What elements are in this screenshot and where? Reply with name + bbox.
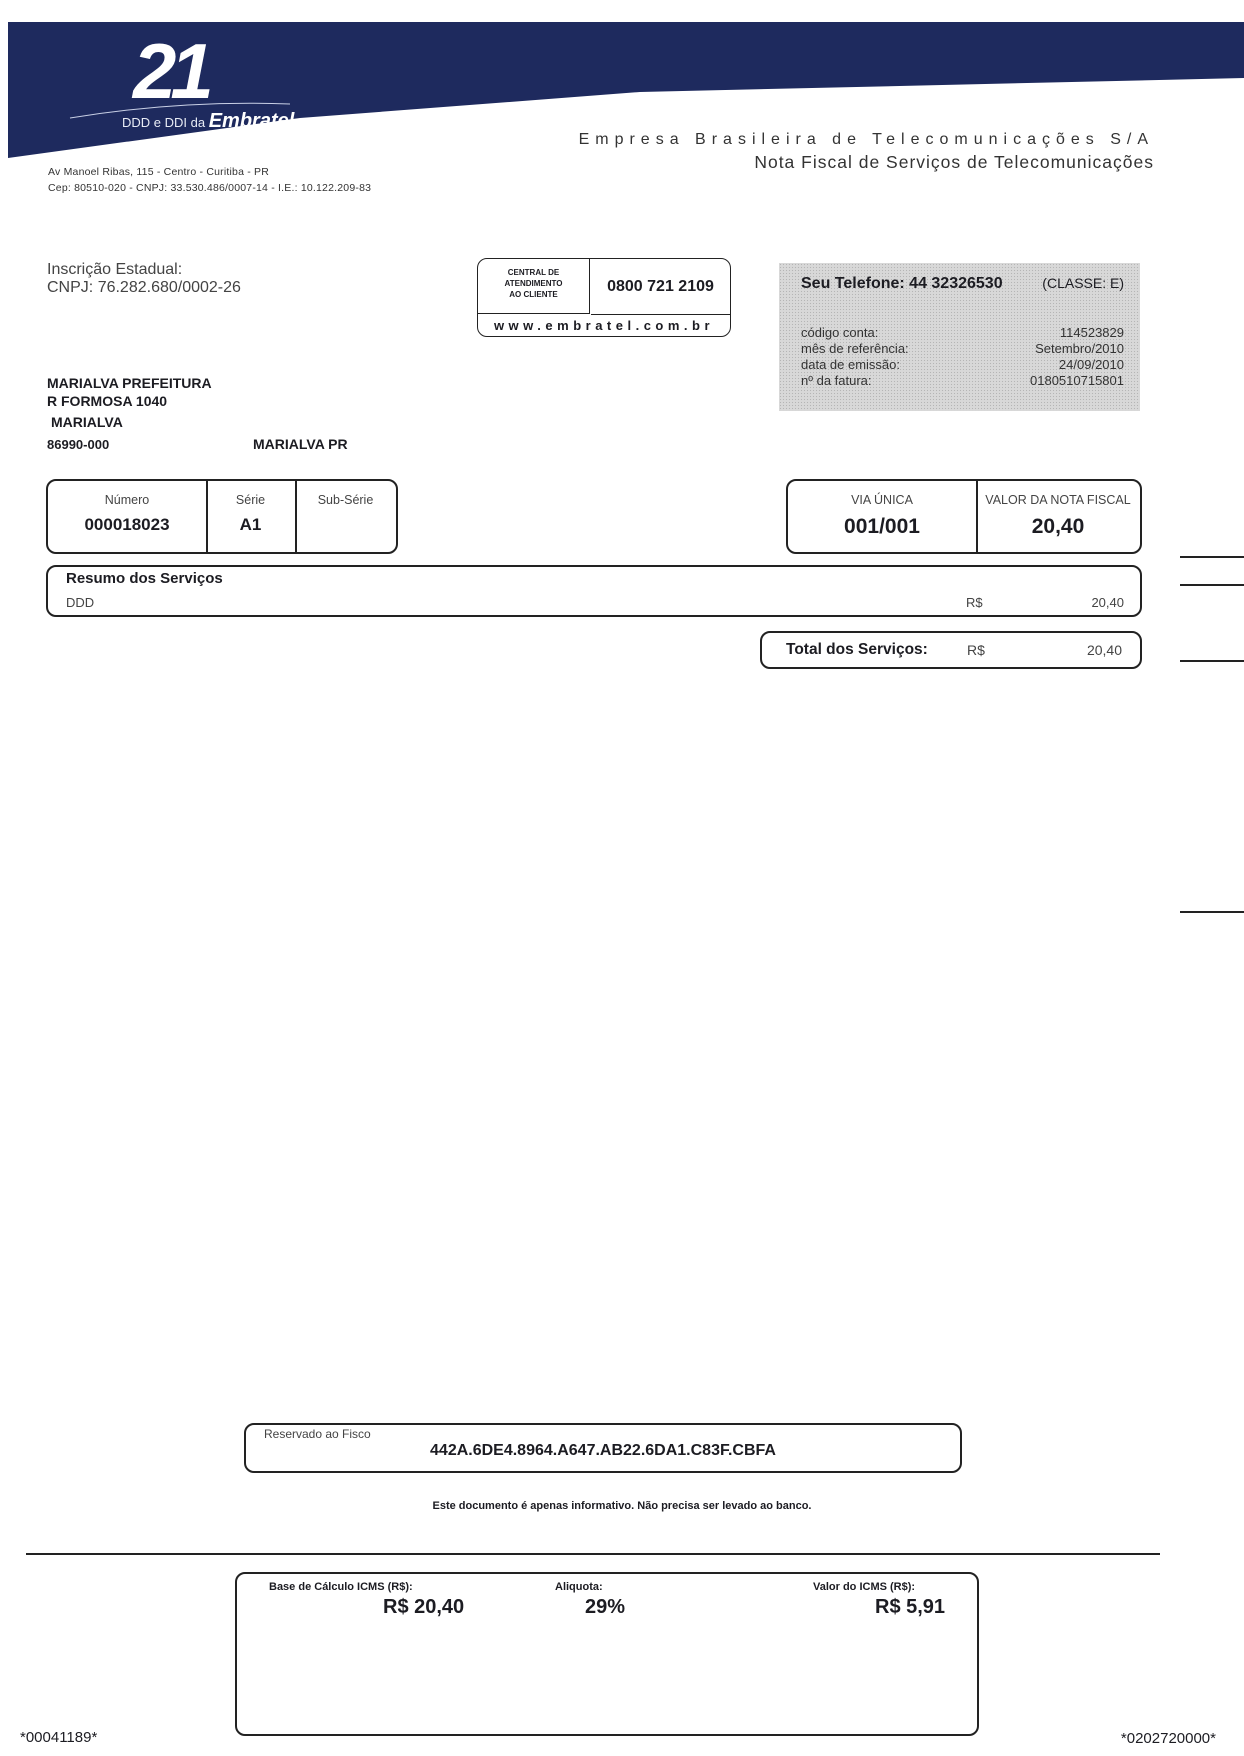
invoice-value-box xyxy=(786,479,1142,554)
margin-mark xyxy=(1180,556,1244,558)
addressee-district: MARIALVA xyxy=(51,414,123,430)
fisco-box xyxy=(244,1423,962,1473)
invoice-number-box xyxy=(46,479,398,554)
numero-label: Número xyxy=(104,493,150,507)
numero-value: 000018023 xyxy=(84,515,170,534)
central-label-line1: CENTRAL DE xyxy=(507,268,560,277)
info-row-value: 0180510715801 xyxy=(1030,373,1124,388)
info-row-label: nº da fatura: xyxy=(801,373,872,388)
addressee-city-state: MARIALVA PR xyxy=(253,436,348,452)
logo-number: 21 xyxy=(133,27,208,115)
footer-left-code: *00041189* xyxy=(20,1729,98,1746)
cnpj-value: 76.282.680/0002-26 xyxy=(97,279,241,296)
info-row-label: mês de referência: xyxy=(801,341,909,356)
valor-label: VALOR DA NOTA FISCAL xyxy=(985,493,1131,507)
inscricao-label: Inscrição Estadual: xyxy=(47,261,183,278)
logo-brand: Embratel xyxy=(208,110,295,132)
margin-mark xyxy=(1180,911,1244,913)
subserie-cell xyxy=(295,481,396,552)
info-row xyxy=(801,373,1124,388)
via-cell xyxy=(788,481,978,552)
subserie-label: Sub-Série xyxy=(317,493,374,507)
service-amount: 20,40 xyxy=(1091,595,1124,610)
service-name: DDD xyxy=(66,595,95,610)
fisco-label: Reservado ao Fisco xyxy=(264,1427,371,1441)
valor-cell xyxy=(976,481,1140,552)
numero-cell xyxy=(48,481,208,552)
info-row-value: 114523829 xyxy=(1059,325,1124,340)
customer-service-label xyxy=(478,259,590,314)
addressee-street: R FORMOSA 1040 xyxy=(47,393,168,409)
valor-value: 20,40 xyxy=(1031,515,1085,538)
icms-aliquota-label: Aliquota: xyxy=(555,1581,603,1593)
icms-valor-label: Valor do ICMS (R$): xyxy=(813,1581,916,1593)
info-row-label: data de emissão: xyxy=(801,357,901,372)
fisco-code: 442A.6DE4.8964.A647.AB22.6DA1.C83F.CBFA xyxy=(430,1442,776,1459)
services-summary-box xyxy=(46,565,1142,617)
icms-aliquota-value: 29% xyxy=(585,1596,626,1618)
class-badge: (CLASSE: E) xyxy=(1042,275,1124,291)
customer-ids xyxy=(47,261,241,297)
document-type: Nota Fiscal de Serviços de Telecomunicações xyxy=(754,152,1154,172)
serie-label: Série xyxy=(235,493,266,507)
logo-tagline-prefix: DDD e DDI da xyxy=(122,115,206,130)
issuer-registration: Cep: 80510-020 - CNPJ: 33.530.486/0007-14 - I.E.: 10.122.209-83 xyxy=(48,182,372,194)
divider xyxy=(26,1553,1160,1555)
addressee-name: MARIALVA PREFEITURA xyxy=(47,375,212,391)
phone-number: Seu Telefone: 44 32326530 xyxy=(801,275,1003,292)
logo-tagline xyxy=(122,110,294,133)
footer-right-code: *0202720000* xyxy=(1120,1730,1216,1747)
addressee-cep: 86990-000 xyxy=(47,437,110,452)
services-title: Resumo dos Serviços xyxy=(66,570,223,587)
central-label-line3: AO CLIENTE xyxy=(509,290,558,299)
total-currency: R$ xyxy=(967,642,985,658)
info-row-label: código conta: xyxy=(801,325,879,340)
central-label-line2: ATENDIMENTO xyxy=(504,279,563,288)
company-name: Empresa Brasileira de Telecomunicações S/A xyxy=(578,131,1154,148)
info-row xyxy=(801,341,1124,356)
serie-cell xyxy=(206,481,297,552)
margin-mark xyxy=(1180,584,1244,586)
customer-service-box xyxy=(477,258,731,337)
total-label: Total dos Serviços: xyxy=(786,641,928,658)
total-amount: 20,40 xyxy=(1086,642,1122,658)
serie-value: A1 xyxy=(239,515,262,534)
icms-base-label: Base de Cálculo ICMS (R$): xyxy=(269,1581,413,1593)
via-label: VIA ÚNICA xyxy=(851,493,913,507)
margin-mark xyxy=(1180,660,1244,662)
cnpj-label: CNPJ: xyxy=(47,279,94,296)
icms-valor-value: R$ 5,91 xyxy=(875,1596,946,1618)
icms-base-value: R$ 20,40 xyxy=(383,1596,465,1618)
account-info-panel xyxy=(779,263,1140,411)
info-row xyxy=(801,357,1124,372)
service-currency: R$ xyxy=(966,595,983,610)
cnpj-line xyxy=(47,279,241,297)
info-row-value: Setembro/2010 xyxy=(1035,341,1124,356)
via-value: 001/001 xyxy=(844,515,920,538)
customer-service-phone: 0800 721 2109 xyxy=(591,259,730,315)
website-link[interactable]: www.embratel.com.br xyxy=(493,318,715,333)
info-row xyxy=(801,325,1124,340)
icms-box xyxy=(235,1572,979,1736)
info-row-value: 24/09/2010 xyxy=(1058,357,1124,372)
issuer-address: Av Manoel Ribas, 115 - Centro - Curitiba - PR xyxy=(48,166,270,178)
services-total-box xyxy=(760,631,1142,669)
informative-notice: Este documento é apenas informativo. Não precisa ser levado ao banco. xyxy=(432,1500,812,1512)
